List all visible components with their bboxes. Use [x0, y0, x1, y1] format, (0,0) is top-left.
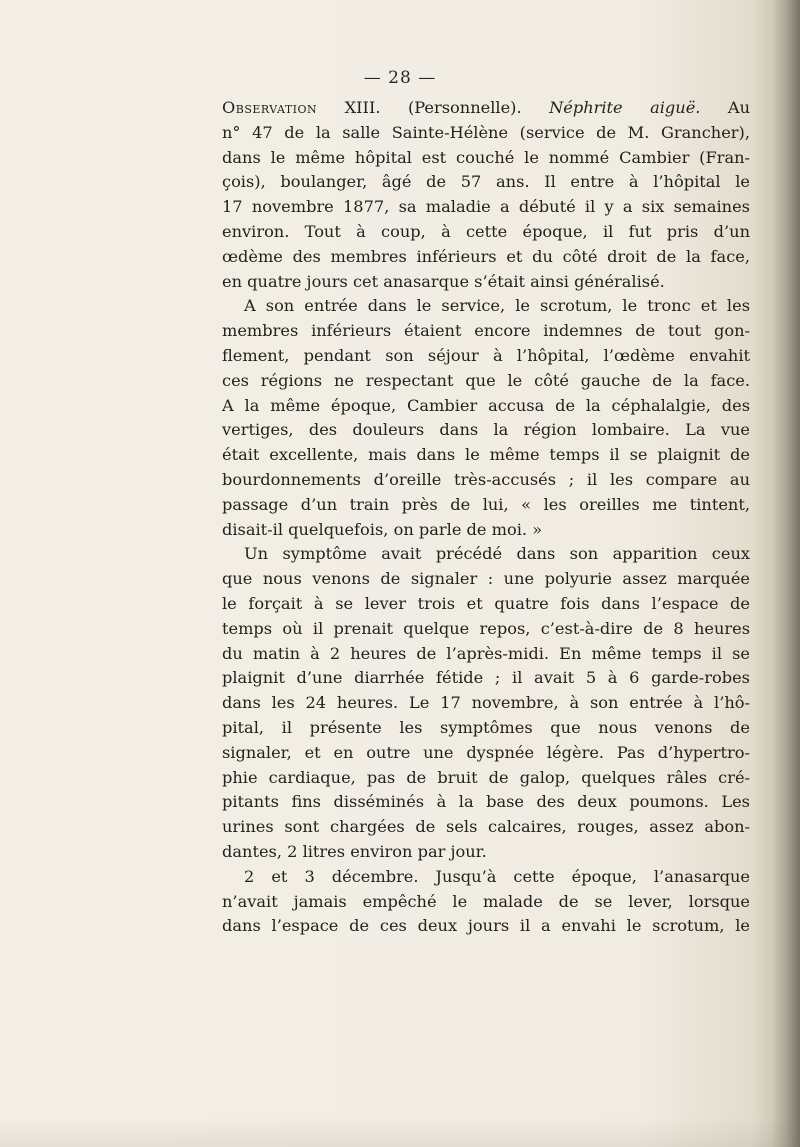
text-line: bourdonnements d’oreille très-accusés ; il les compare au [222, 469, 750, 489]
text-line: disait-il quelquefois, on parle de moi. » [222, 519, 543, 539]
text-line: signaler, et en outre une dyspnée légère. Pas d’hypertro- [222, 742, 750, 762]
text-line: phie cardiaque, pas de bruit de galop, quelques râles cré- [222, 767, 750, 787]
text-line: environ. Tout à coup, à cette époque, il fut pris d’un [222, 221, 750, 241]
text-line: que nous venons de signaler : une polyurie assez marquée [222, 569, 750, 589]
text-line: A son entrée dans le service, le scrotum, le tronc et les [244, 296, 750, 316]
text-line: plaignit d’une diarrhée fétide ; il avait 5 à 6 garde-robes [222, 668, 750, 688]
page-edge-shadow [772, 0, 800, 1147]
text-line: œdème des membres inférieurs et du côté droit de la face, [222, 246, 750, 266]
text-line: urines sont chargées de sels calcaires, rouges, assez abon- [222, 817, 750, 837]
text-line: membres inférieurs étaient encore indemnes de tout gon- [222, 321, 750, 341]
observation-title: Néphrite aiguë. [549, 98, 701, 117]
text-line: Un symptôme avait précédé dans son apparition ceux [244, 544, 750, 564]
observation-label: Observation [222, 98, 318, 117]
text-line: vertiges, des douleurs dans la région lombaire. La vue [222, 420, 750, 440]
text-line: dantes, 2 litres environ par jour. [222, 841, 487, 861]
text-line: dans le même hôpital est couché le nommé Cambier (Fran- [222, 147, 750, 167]
observation-heading-line [222, 96, 750, 121]
text-line: passage d’un train près de lui, « les oreilles me tintent, [222, 494, 750, 514]
text-line: était excellente, mais dans le même temps il se plaignit de [222, 445, 750, 465]
text-line: n° 47 de la salle Sainte-Hélène (service de M. Grancher), [222, 122, 750, 142]
text-line: en quatre jours cet anasarque s’était ainsi généralisé. [222, 271, 665, 291]
text-line: dans les 24 heures. Le 17 novembre, à son entrée à l’hô- [222, 693, 750, 713]
text-line: flement, pendant son séjour à l’hôpital, l’œdème envahit [222, 345, 750, 365]
text-line: Au [700, 98, 750, 117]
text-line: ces régions ne respectant que le côté gauche de la face. [222, 370, 750, 390]
text-line: 17 novembre 1877, sa maladie a débuté il y a six semaines [222, 197, 750, 217]
text-line: du matin à 2 heures de l’après-midi. En même temps il se [222, 643, 750, 663]
text-line: pital, il présente les symptômes que nous venons de [222, 717, 750, 737]
page-bottom-shadow [0, 1117, 800, 1147]
page-number: — 28 — [363, 68, 437, 88]
text-line: çois), boulanger, âgé de 57 ans. Il entre à l’hôpital le [222, 172, 750, 192]
text-line: temps où il prenait quelque repos, c’est-à-dire de 8 heures [222, 618, 750, 638]
text-line: n’avait jamais empêché le malade de se lever, lorsque [222, 891, 750, 911]
text-line: pitants fins disséminés à la base des deux poumons. Les [222, 792, 750, 812]
observation-number: XIII. (Personnelle). [317, 98, 550, 117]
text-line: le forçait à se lever trois et quatre fois dans l’espace de [222, 593, 750, 613]
text-line: A la même époque, Cambier accusa de la céphalalgie, des [222, 395, 750, 415]
text-line: dans l’espace de ces deux jours il a envahi le scrotum, le [222, 916, 750, 936]
text-line: 2 et 3 décembre. Jusqu’à cette époque, l’anasarque [244, 866, 750, 886]
observation-text [222, 96, 750, 939]
